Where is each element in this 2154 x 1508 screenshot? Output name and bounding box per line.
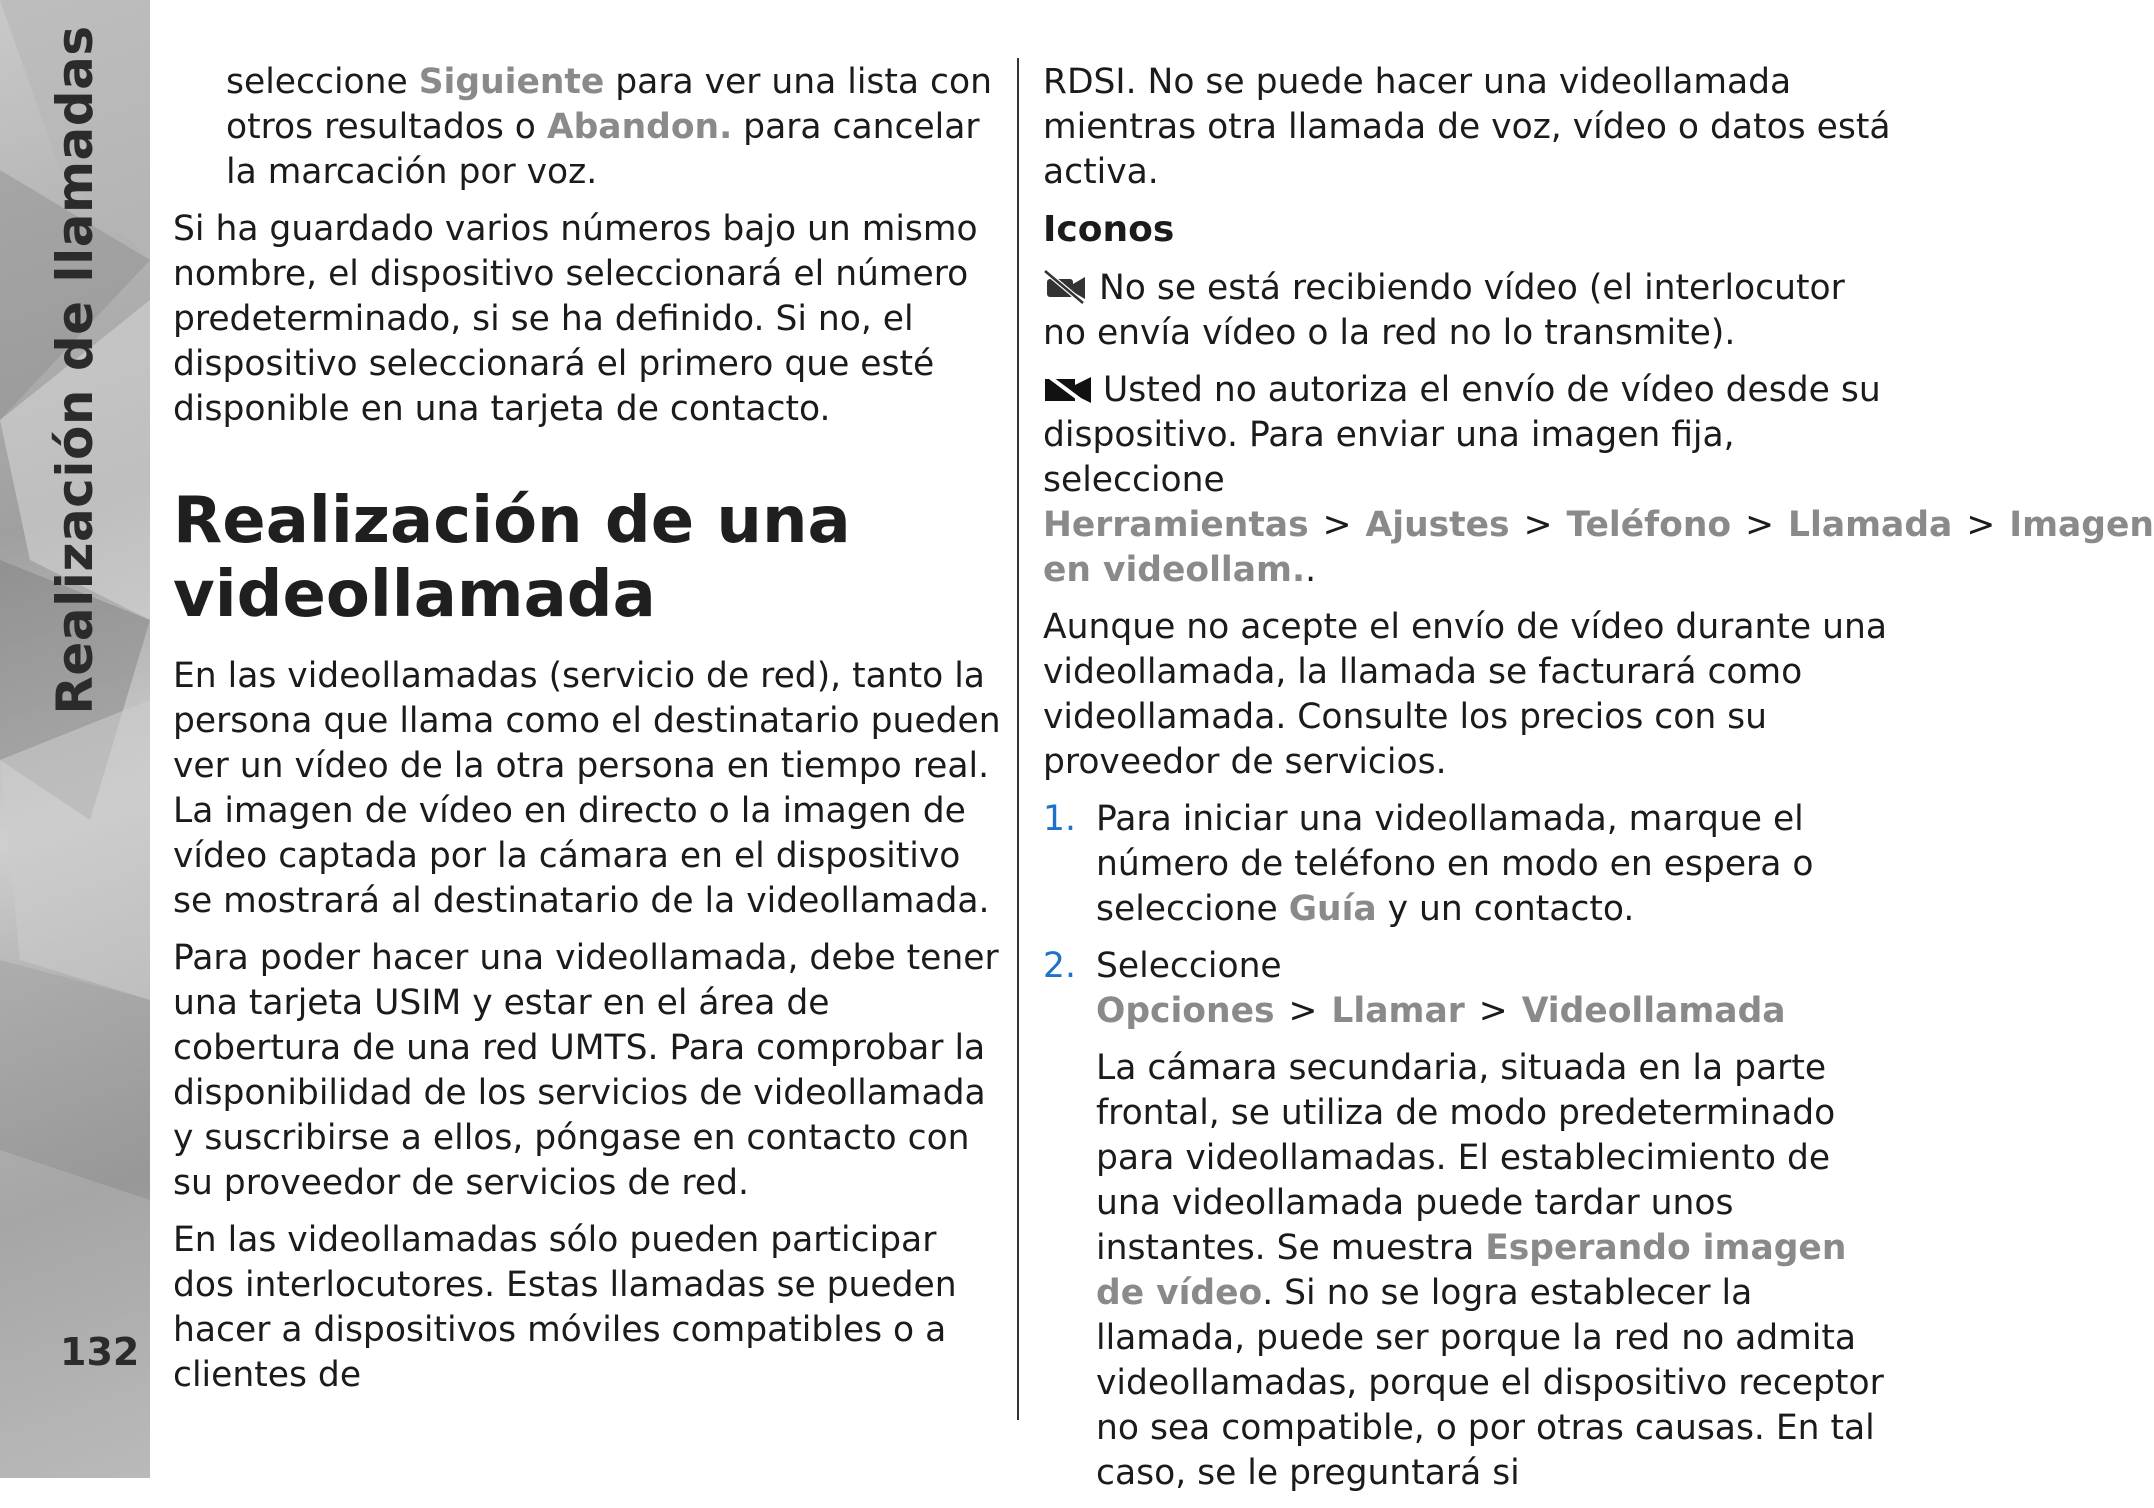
icon-2-text: Usted no autoriza el envío de vídeo desde su dispositivo. Para enviar una imagen fija, seleccione bbox=[1043, 370, 1881, 500]
icon-1-text: No se está recibiendo vídeo (el interlocutor no envía vídeo o la red no lo transmite). bbox=[1043, 268, 1845, 353]
text-span: La cámara secundaria, situada en la parte frontal, se utiliza de modo predeterminado para videollamadas. El establecimiento de una videollamada puede tardar unos instantes. Se muestra bbox=[1096, 1048, 1836, 1268]
column-divider bbox=[1017, 58, 1019, 1420]
text-span: Seleccione bbox=[1096, 946, 1282, 986]
paragraph-multiple-numbers: Si ha guardado varios números bajo un mismo nombre, el dispositivo seleccionará el número predeterminado, si se ha definido. Si no, el dispositivo seleccionará el primero que esté disponible en una tarjeta de contacto. bbox=[173, 209, 978, 429]
right-column bbox=[1043, 60, 2154, 1508]
no-video-received-icon bbox=[1043, 269, 1089, 305]
chapter-title: Realización de llamadas bbox=[46, 25, 104, 715]
page-number: 132 bbox=[60, 1330, 140, 1374]
menu-herramientas: Herramientas bbox=[1043, 505, 1309, 545]
menu-opciones: Opciones bbox=[1096, 991, 1275, 1031]
menu-videollamada: Videollamada bbox=[1521, 991, 1786, 1031]
step-1 bbox=[1043, 797, 1893, 932]
paragraph-secondary-camera bbox=[1043, 1046, 1893, 1496]
guia-option: Guía bbox=[1288, 889, 1377, 929]
paragraph-rdsi: RDSI. No se puede hacer una videollamada mientras otra llamada de voz, vídeo o datos está activa. bbox=[1043, 62, 1891, 192]
text-span: seleccione bbox=[226, 62, 419, 102]
paragraph-video-calls-intro: En las videollamadas (servicio de red), tanto la persona que llama como el destinatario pueden ver un vídeo de la otra persona en tiempo real. La imagen de vídeo en directo o la imagen de vídeo captada por la cámara en el dispositivo se mostrará al destinatario de la videollamada. bbox=[173, 656, 1001, 921]
step-number: 2. bbox=[1043, 946, 1076, 986]
text-span: . Si no se logra establecer la llamada, puede ser porque la red no admita videollamadas, porque el dispositivo receptor no sea compatible, o por otras causas. En tal caso, se le preguntará si bbox=[1096, 1273, 1884, 1493]
menu-imagen-en-videollam: Imagen en videollam. bbox=[1043, 505, 2154, 590]
text-span: y un contacto. bbox=[1376, 889, 1635, 929]
menu-telefono: Teléfono bbox=[1566, 505, 1732, 545]
text-span: . bbox=[1305, 550, 1317, 590]
left-column bbox=[173, 60, 1003, 1410]
path-separator: > bbox=[1966, 505, 1996, 545]
waiting-video-status: Esperando imagen de vídeo bbox=[1096, 1228, 1847, 1313]
icon-description-2 bbox=[1043, 368, 2154, 593]
chapter-sidebar bbox=[0, 0, 150, 1478]
icons-subheading: Iconos bbox=[1043, 209, 1175, 250]
path-separator: > bbox=[1745, 505, 1775, 545]
paragraph-usim-requirement: Para poder hacer una videollamada, debe tener una tarjeta USIM y estar en el área de cobertura de una red UMTS. Para comprobar la disponibilidad de los servicios de videollamada y suscribirse a ellos, póngase en contacto con su proveedor de servicios de red. bbox=[173, 938, 999, 1203]
path-separator: > bbox=[1288, 991, 1318, 1031]
step-number: 1. bbox=[1043, 799, 1076, 839]
path-separator: > bbox=[1322, 505, 1352, 545]
path-separator: > bbox=[1478, 991, 1508, 1031]
icon-description-1 bbox=[1043, 266, 1893, 356]
menu-ajustes: Ajustes bbox=[1365, 505, 1510, 545]
paragraph-two-participants: En las videollamadas sólo pueden participar dos interlocutores. Estas llamadas se pueden hacer a dispositivos móviles compatibles o a clientes de bbox=[173, 1220, 957, 1395]
text-span: para ver una lista con otros resultados o bbox=[226, 62, 992, 147]
text-span: para cancelar la marcación por voz. bbox=[226, 107, 980, 192]
next-option: Siguiente bbox=[418, 62, 605, 102]
path-separator: > bbox=[1523, 505, 1553, 545]
paragraph-billing: Aunque no acepte el envío de vídeo durante una videollamada, la llamada se facturará como videollamada. Consulte los precios con su proveedor de servicios. bbox=[1043, 607, 1887, 782]
menu-llamada: Llamada bbox=[1788, 505, 1953, 545]
abandon-option: Abandon. bbox=[546, 107, 733, 147]
step-2 bbox=[1043, 944, 1893, 1034]
menu-llamar: Llamar bbox=[1331, 991, 1465, 1031]
voice-dial-paragraph bbox=[173, 60, 1003, 195]
section-heading: Realización de una videollamada bbox=[173, 484, 851, 632]
video-sending-denied-icon bbox=[1043, 371, 1093, 407]
text-span: Para iniciar una videollamada, marque el número de teléfono en modo en espera o seleccione bbox=[1096, 799, 1814, 929]
